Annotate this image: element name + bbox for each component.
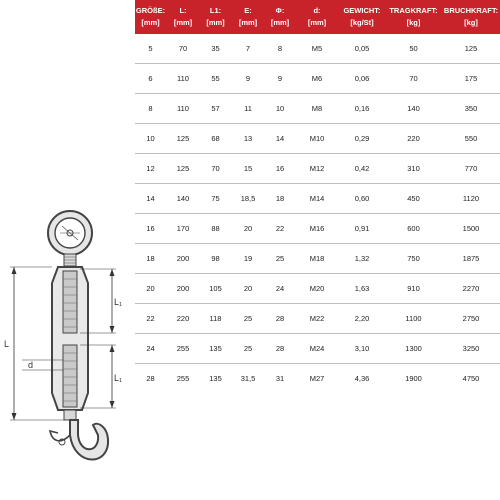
table-cell: 12 (135, 154, 166, 184)
dimension-d-label: d (28, 360, 34, 370)
table-cell: 28 (146, 374, 155, 383)
table-cell: 2270 (442, 274, 500, 304)
table-cell: 200 (166, 274, 200, 304)
table-row (135, 64, 500, 94)
table-cell: 7 (231, 34, 265, 64)
dimension-L1-upper-label: L₁ (114, 297, 123, 307)
table-cell: 118 (200, 304, 231, 334)
table-cell: 15 (231, 154, 265, 184)
column-header: L1: [mm] (200, 0, 231, 34)
table-cell: 18 (135, 244, 166, 274)
table-row (135, 214, 500, 244)
column-header: GRÖßE: [mm] (135, 0, 166, 34)
table-cell: 110 (166, 94, 200, 124)
table-cell: 350 (442, 94, 500, 124)
table-cell: 140 (166, 184, 200, 214)
table-cell: 1,63 (339, 274, 385, 304)
table-cell: 10 (265, 94, 295, 124)
table-cell: 125 (166, 124, 200, 154)
table-cell: 22 (135, 304, 166, 334)
table-row (135, 124, 500, 154)
column-header: E: [mm] (231, 0, 265, 34)
table-cell: 5 (135, 34, 166, 64)
table-cell: 0,05 (339, 34, 385, 64)
table-cell: 105 (200, 274, 231, 304)
table-cell: 220 (166, 304, 200, 334)
specification-table (135, 0, 500, 393)
table-cell: 25 (265, 244, 295, 274)
turnbuckle-drawing (0, 205, 135, 495)
table-cell: 31,5 (240, 374, 256, 383)
table-cell: 255 (176, 374, 190, 383)
table-cell: 1300 (385, 334, 442, 364)
table-cell: 110 (166, 64, 200, 94)
table-cell: 11 (231, 94, 265, 124)
table-cell: 750 (385, 244, 442, 274)
table-cell: 1120 (442, 184, 500, 214)
table-cell: 175 (442, 64, 500, 94)
table-cell: 220 (385, 124, 442, 154)
table-row (135, 364, 500, 394)
table-cell: 200 (166, 244, 200, 274)
table-cell: 0,91 (339, 214, 385, 244)
table-cell: M27 (309, 374, 325, 383)
table-cell: 14 (265, 124, 295, 154)
table-cell: 125 (166, 154, 200, 184)
table-cell: 0,16 (339, 94, 385, 124)
table-row (135, 34, 500, 64)
table-cell: 18,5 (231, 184, 265, 214)
column-header: Φ: [mm] (265, 0, 295, 34)
table-cell: 140 (385, 94, 442, 124)
table-cell: M5 (295, 34, 339, 64)
table-cell: M22 (295, 304, 339, 334)
table-cell: 0,42 (339, 154, 385, 184)
table-cell: 20 (231, 214, 265, 244)
table-cell: 28 (265, 334, 295, 364)
table-cell: 22 (265, 214, 295, 244)
column-header: d: [mm] (295, 0, 339, 34)
table-cell: 70 (385, 64, 442, 94)
table-row (135, 154, 500, 184)
table-cell: M14 (295, 184, 339, 214)
table-cell: 70 (200, 154, 231, 184)
table-cell: M16 (295, 214, 339, 244)
table-cell: 50 (385, 34, 442, 64)
table-cell: 8 (265, 34, 295, 64)
table-cell: 24 (135, 334, 166, 364)
table-cell: 88 (200, 214, 231, 244)
table-cell: 19 (231, 244, 265, 274)
table-cell: 550 (442, 124, 500, 154)
table-header (135, 0, 500, 34)
table-cell: 24 (265, 274, 295, 304)
table-cell: 1100 (385, 304, 442, 334)
table-cell: 25 (231, 334, 265, 364)
table-cell: 135 (200, 334, 231, 364)
table-cell: 35 (200, 34, 231, 64)
table-row (135, 304, 500, 334)
dimension-L-label: L (4, 339, 10, 349)
table-cell: 770 (442, 154, 500, 184)
column-header: BRUCHKRAFT: [kg] (442, 0, 500, 34)
table-cell: 16 (135, 214, 166, 244)
column-header: L: [mm] (166, 0, 200, 34)
table-cell: 70 (166, 34, 200, 64)
table-cell: 135 (209, 374, 222, 383)
table-cell: 57 (200, 94, 231, 124)
table-cell: 3250 (442, 334, 500, 364)
table-cell: 6 (135, 64, 166, 94)
table-cell: 14 (135, 184, 166, 214)
table-row (135, 184, 500, 214)
table-cell: 18 (265, 184, 295, 214)
table-cell: M24 (295, 334, 339, 364)
table-row (135, 94, 500, 124)
table-cell: 255 (166, 334, 200, 364)
table-cell: 910 (385, 274, 442, 304)
table-cell: 600 (385, 214, 442, 244)
table-cell: 1500 (442, 214, 500, 244)
table-cell: M8 (295, 94, 339, 124)
table-cell: 31 (275, 374, 285, 383)
column-header: GEWICHT: [kg/St] (339, 0, 385, 34)
table-cell: M20 (295, 274, 339, 304)
table-cell: 0,60 (339, 184, 385, 214)
table-cell: 75 (200, 184, 231, 214)
table-cell: 55 (200, 64, 231, 94)
table-cell: M6 (295, 64, 339, 94)
table-cell: 310 (385, 154, 442, 184)
table-cell: 1,32 (339, 244, 385, 274)
column-header: TRAGKRAFT: [kg] (385, 0, 442, 34)
table-cell: 20 (231, 274, 265, 304)
table-cell: 3,10 (339, 334, 385, 364)
table-cell: 9 (231, 64, 265, 94)
table-row (135, 274, 500, 304)
table-cell: 16 (265, 154, 295, 184)
table-cell: M10 (295, 124, 339, 154)
table-cell: 0,29 (339, 124, 385, 154)
table-cell: 2,20 (339, 304, 385, 334)
dimension-L1-lower-label: L₁ (114, 373, 123, 383)
table-cell: 8 (135, 94, 166, 124)
table-cell: 9 (265, 64, 295, 94)
table-cell: 0,06 (339, 64, 385, 94)
table-row (135, 334, 500, 364)
table-cell: M12 (295, 154, 339, 184)
table-cell: 450 (385, 184, 442, 214)
table-cell: M18 (295, 244, 339, 274)
table-cell: 2750 (442, 304, 500, 334)
table-cell: 10 (135, 124, 166, 154)
table-cell: 125 (442, 34, 500, 64)
table-cell: 13 (231, 124, 265, 154)
table-cell: 1900 (405, 374, 422, 383)
table-cell: 25 (231, 304, 265, 334)
table-cell: 28 (265, 304, 295, 334)
table-cell: 170 (166, 214, 200, 244)
table-cell: 4,36 (354, 374, 370, 383)
table-cell: 20 (135, 274, 166, 304)
table-cell: 68 (200, 124, 231, 154)
table-row (135, 244, 500, 274)
table-cell: 98 (200, 244, 231, 274)
table-cell: 4750 (462, 374, 480, 383)
table-cell: 1875 (442, 244, 500, 274)
turnbuckle-eye-hook-icon (48, 211, 108, 460)
